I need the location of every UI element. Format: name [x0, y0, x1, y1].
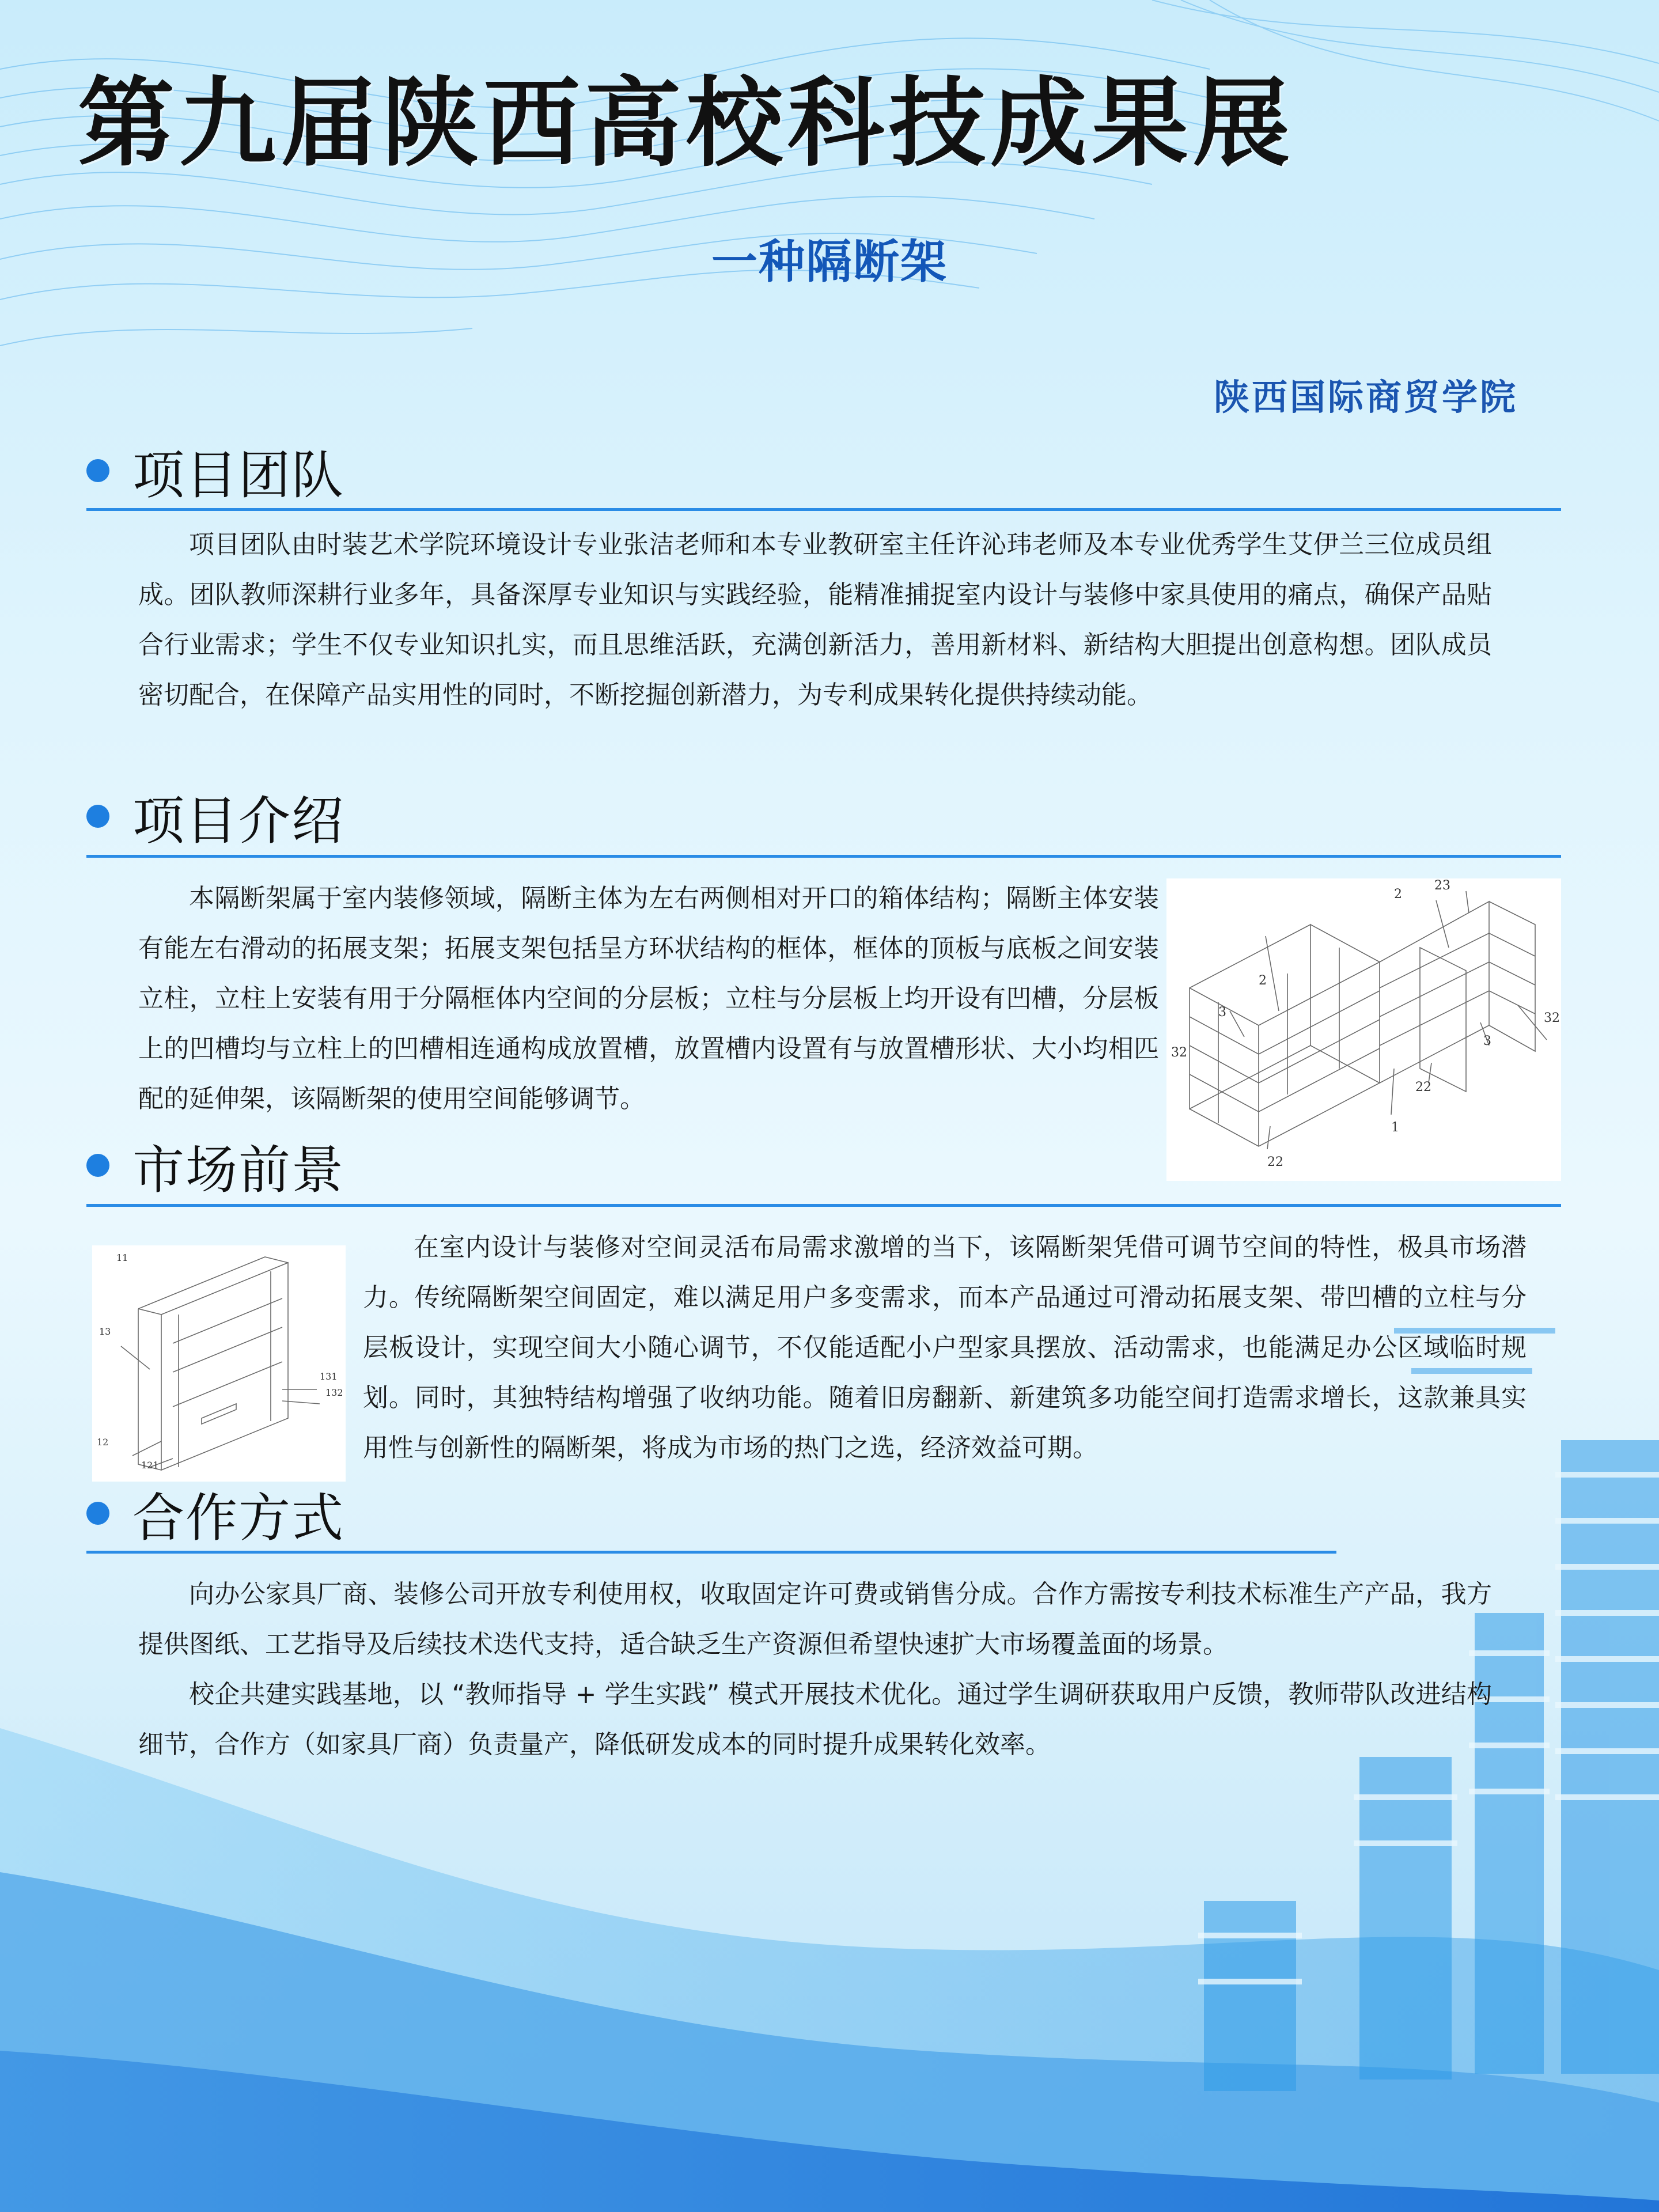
coop-paragraph-2: 校企共建实践基地，以 “教师指导 + 学生实践” 模式开展技术优化。通过学生调研获取用户反馈，教师带队改进结构细节，合作方（如家具厂商）负责量产，降低研发成本的同时提升成果转化效率。 — [138, 1680, 1492, 1759]
figure-label: 2 — [1259, 974, 1267, 988]
figure-label: 12 — [97, 1437, 109, 1448]
school-name: 陕西国际商贸学院 — [1213, 376, 1518, 418]
market-paragraph: 在室内设计与装修对空间灵活布局需求激增的当下，该隔断架凭借可调节空间的特性，极具市场潜力。传统隔断架空间固定，难以满足用户多变需求，而本产品通过可滑动拓展支架、带凹槽的立柱与分层板设计，实现空间大小随心调节，不仅能适配小户型家具摆放、活动需求，也能满足办公区域临时规划。同时，其独特结构增强了收纳功能。随着旧房翻新、新建筑多功能空间打造需求增长，这款兼具实用性与创新性的隔断架，将成为市场的热门之选，经济效益可期。 — [363, 1233, 1527, 1463]
coop-paragraph-1: 向办公家具厂商、装修公司开放专利使用权，收取固定许可费或销售分成。合作方需按专利技术标准生产产品，我方提供图纸、工艺指导及后续技术迭代支持，适合缺乏生产资源但希望快速扩大市场覆盖面的场景。 — [138, 1580, 1492, 1659]
bullet-dot-icon — [86, 459, 109, 482]
bullet-dot-icon — [86, 1154, 109, 1177]
section-title-coop: 合作方式 — [132, 1488, 344, 1548]
team-paragraph: 项目团队由时装艺术学院环境设计专业张洁老师和本专业教研室主任许沁玮老师及本专业优秀学生艾伊兰三位成员组成。团队教师深耕行业多年，具备深厚专业知识与实践经验，能精准捕捉室内设计与装修中家具使用的痛点，确保产品贴合行业需求；学生不仅专业知识扎实，而且思维活跃，充满创新活力，善用新材料、新结构大胆提出创意构想。团队成员密切配合，在保障产品实用性的同时，不断挖掘创新潜力，为专利成果转化提供持续动能。 — [138, 530, 1492, 710]
intro-paragraph: 本隔断架属于室内装修领域，隔断主体为左右两侧相对开口的箱体结构；隔断主体安装有能左右滑动的拓展支架；拓展支架包括呈方环状结构的框体，框体的顶板与底板之间安装立柱，立柱上安装有用于分隔框体内空间的分层板；立柱与分层板上均开设有凹槽，分层板上的凹槽均与立柱上的凹槽相连通构成放置槽，放置槽内设置有与放置槽形状、大小均相匹配的延伸架，该隔断架的使用空间能够调节。 — [138, 884, 1159, 1113]
section-rule — [86, 508, 1561, 511]
figure-label: 3 — [1483, 1034, 1491, 1048]
section-header-intro — [86, 779, 344, 854]
poster-subtitle: 一种隔断架 — [711, 235, 948, 289]
partition-shelf-figure — [1166, 878, 1561, 1181]
figure-label: 23 — [1434, 878, 1450, 893]
market-text-block — [363, 1222, 1527, 1473]
section-header-coop — [86, 1476, 344, 1551]
figure-label: 2 — [1394, 887, 1402, 902]
figure-label: 131 — [320, 1371, 338, 1382]
figure-label: 11 — [116, 1252, 128, 1263]
intro-text-block — [138, 873, 1159, 1124]
figure-label: 22 — [1267, 1155, 1283, 1169]
expansion-frame-figure — [92, 1245, 346, 1482]
section-rule — [86, 1551, 1336, 1554]
figure-label: 121 — [141, 1460, 159, 1471]
coop-text-block — [138, 1569, 1492, 1770]
figure-label: 132 — [325, 1387, 343, 1398]
figure-label: 13 — [99, 1326, 111, 1337]
section-rule — [86, 855, 1561, 858]
main-title: 第九届陕西高校科技成果展 — [78, 66, 1294, 180]
section-rule — [86, 1204, 1561, 1207]
team-text-block — [138, 520, 1492, 720]
figure-label: 22 — [1415, 1080, 1431, 1094]
figure-label: 3 — [1218, 1005, 1226, 1020]
bullet-dot-icon — [86, 805, 109, 828]
section-header-market — [86, 1128, 344, 1203]
figure-label: 1 — [1391, 1120, 1399, 1135]
section-title-market: 市场前景 — [132, 1140, 344, 1200]
figure-label: 32 — [1171, 1046, 1187, 1060]
bullet-dot-icon — [86, 1502, 109, 1525]
section-title-team: 项目团队 — [132, 445, 344, 506]
section-header-team — [86, 433, 344, 508]
section-title-intro: 项目介绍 — [132, 791, 344, 851]
figure-label: 32 — [1544, 1011, 1560, 1025]
